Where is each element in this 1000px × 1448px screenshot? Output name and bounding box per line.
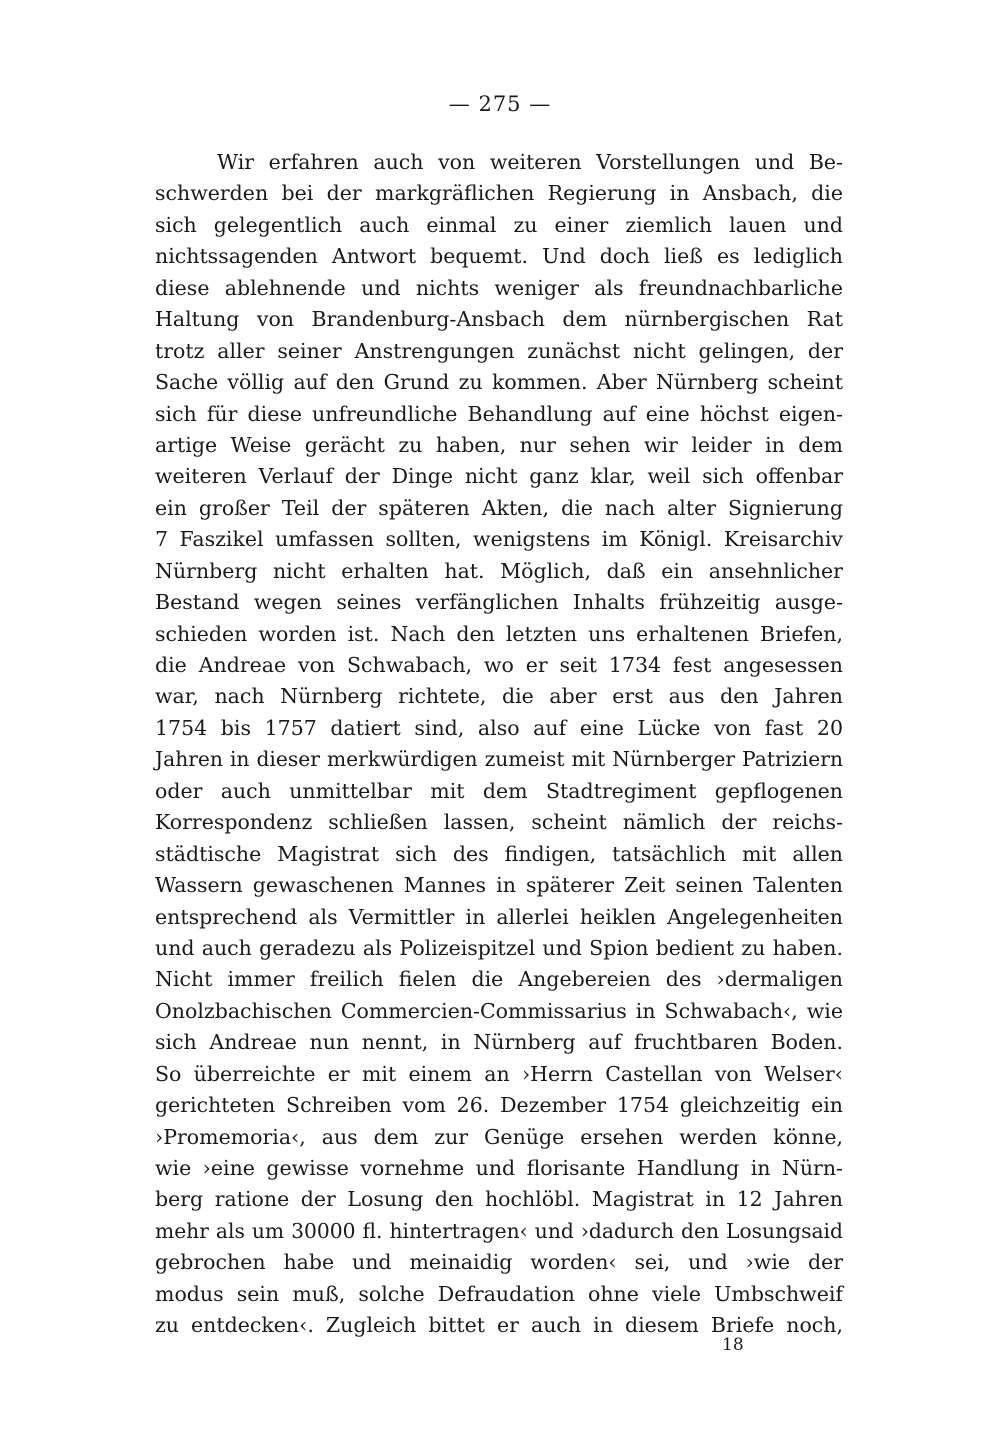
text-line: sich gelegentlich auch einmal zu einer ziemlich lauen und	[155, 212, 843, 237]
text-line: nichtssagenden Antwort bequemt. Und doch ließ es lediglich	[155, 244, 843, 269]
text-line: Nicht immer freilich fielen die Angebereien des ›dermaligen	[155, 967, 843, 992]
text-line: Nürnberg nicht erhalten hat. Möglich, daß ein ansehnlicher	[155, 558, 843, 583]
text-line: Wassern gewaschenen Mannes in späterer Zeit seinen Talenten	[155, 873, 843, 898]
page-number: — 275 —	[448, 92, 552, 116]
text-line: und auch geradezu als Polizeispitzel und Spion bedient zu haben.	[155, 935, 843, 960]
text-line: ein großer Teil der späteren Akten, die nach alter Signierung	[155, 495, 843, 520]
text-line: sich Andreae nun nennt, in Nürnberg auf fruchtbaren Boden.	[155, 1030, 843, 1055]
text-line: 1754 bis 1757 datiert sind, also auf eine Lücke von fast 20	[155, 715, 843, 740]
text-line: diese ablehnende und nichts weniger als freundnachbarliche	[155, 275, 843, 300]
text-line: weiteren Verlauf der Dinge nicht ganz klar, weil sich offenbar	[155, 464, 843, 489]
body-text	[155, 147, 843, 1342]
text-line: gerichteten Schreiben vom 26. Dezember 1754 gleichzeitig ein	[155, 1093, 843, 1118]
text-line: Sache völlig auf den Grund zu kommen. Aber Nürnberg scheint	[155, 370, 843, 395]
signature-mark: 18	[722, 1335, 744, 1355]
text-line: schieden worden ist. Nach den letzten uns erhaltenen Briefen,	[155, 621, 843, 646]
text-line: entsprechend als Vermittler in allerlei heiklen Angelegenheiten	[155, 904, 843, 929]
text-line: modus sein muß, solche Defraudation ohne viele Umbschweif	[155, 1281, 843, 1306]
text-line: oder auch unmittelbar mit dem Stadtregiment gepflogenen	[155, 778, 843, 803]
text-line: mehr als um 30000 fl. hintertragen‹ und ›dadurch den Losungsaid	[155, 1218, 843, 1243]
text-line: Bestand wegen seines verfänglichen Inhalts frühzeitig ausge-	[155, 590, 843, 615]
text-line: war, nach Nürnberg richtete, die aber erst aus den Jahren	[155, 684, 843, 709]
text-line: Wir erfahren auch von weiteren Vorstellungen und Be-	[217, 150, 843, 174]
text-line: ›Promemoria‹, aus dem zur Genüge ersehen werden könne,	[155, 1124, 843, 1149]
text-line: wie ›eine gewisse vornehme und florisante Handlung in Nürn-	[155, 1156, 843, 1180]
text-line: berg ratione der Losung den hochlöbl. Magistrat in 12 Jahren	[155, 1187, 843, 1212]
text-line: 7 Faszikel umfassen sollten, wenigstens im Königl. Kreisarchiv	[155, 527, 843, 552]
text-line: zu entdecken‹. Zugleich bittet er auch in diesem Briefe noch,	[155, 1313, 843, 1338]
text-line: schwerden bei der markgräflichen Regierung in Ansbach, die	[155, 181, 843, 206]
text-line: gebrochen habe und meinaidig worden‹ sei, und ›wie der	[155, 1250, 843, 1275]
text-line: So überreichte er mit einem an ›Herrn Castellan von Welser‹	[155, 1061, 843, 1086]
text-line: trotz aller seiner Anstrengungen zunächst nicht gelingen, der	[155, 338, 843, 363]
text-line: die Andreae von Schwabach, wo er seit 1734 fest angesessen	[155, 653, 843, 677]
text-line: Onolzbachischen Commercien-Commissarius in Schwabach‹, wie	[155, 998, 843, 1023]
text-line: städtische Magistrat sich des findigen, tatsächlich mit allen	[155, 841, 843, 866]
text-line: sich für diese unfreundliche Behandlung auf eine höchst eigen-	[155, 401, 843, 426]
text-line: Jahren in dieser merkwürdigen zumeist mit Nürnberger Patriziern	[155, 747, 843, 772]
text-line: Korrespondenz schließen lassen, scheint nämlich der reichs-	[155, 810, 843, 835]
text-line: artige Weise gerächt zu haben, nur sehen wir leider in dem	[155, 432, 843, 457]
text-line: Haltung von Brandenburg-Ansbach dem nürnbergischen Rat	[155, 307, 843, 332]
